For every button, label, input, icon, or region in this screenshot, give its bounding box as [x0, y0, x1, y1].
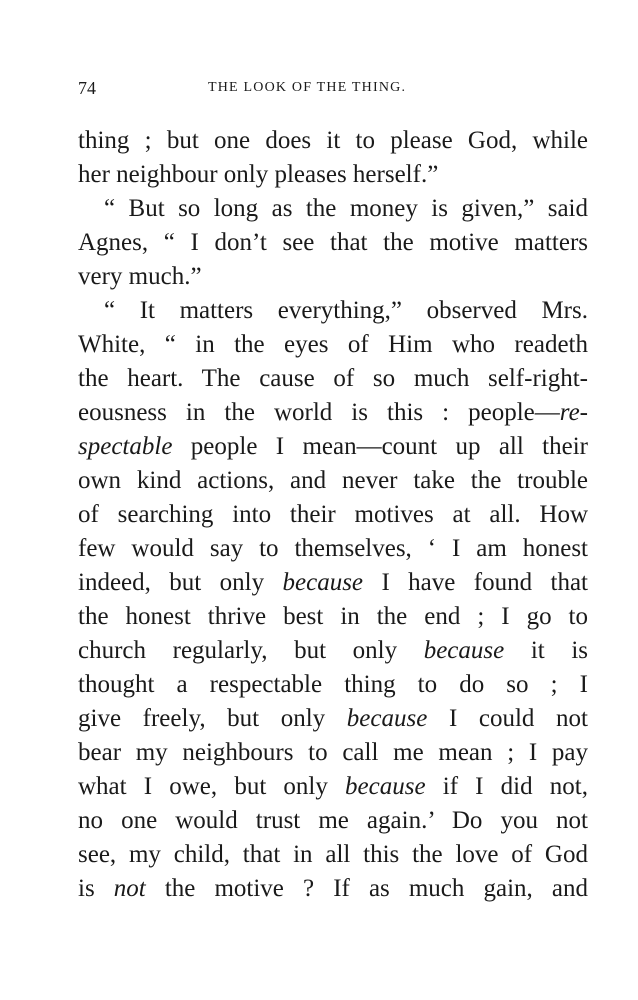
text-segment: church regularly, but only	[78, 637, 424, 664]
text-segment: own kind actions, and never take the trouble	[78, 467, 588, 494]
text-line	[78, 566, 588, 600]
text-segment: give freely, but only	[78, 705, 347, 732]
text-line	[78, 838, 588, 872]
italic-text: because	[346, 705, 428, 732]
text-segment: what I owe, but only	[78, 773, 346, 800]
text-line	[78, 396, 588, 430]
text-line	[78, 498, 588, 532]
page-header	[78, 78, 586, 102]
text-segment: I have found that	[363, 569, 588, 596]
body-text	[78, 124, 588, 906]
text-line	[78, 804, 588, 838]
text-segment: thought a respectable thing to do so ; I	[78, 671, 588, 698]
text-segment: if I did not,	[425, 773, 588, 800]
text-line	[78, 362, 588, 396]
text-segment: see, my child, that in all this the love of God	[78, 841, 588, 868]
text-segment: Agnes, “ I don’t see that the motive matters	[78, 229, 588, 256]
italic-text: because	[282, 569, 364, 596]
italic-text: spectable	[78, 433, 173, 460]
text-segment: I could not	[427, 705, 588, 732]
text-segment: of searching into their motives at all. How	[78, 501, 588, 528]
text-segment: the honest thrive best in the end ; I go to	[78, 603, 588, 630]
text-line	[78, 158, 588, 192]
text-line	[78, 736, 588, 770]
text-segment: the heart. The cause of so much self-right-	[78, 365, 588, 392]
text-segment: the motive ? If as much gain, and	[145, 875, 588, 902]
text-line	[78, 702, 588, 736]
text-segment: bear my neighbours to call me mean ; I pay	[78, 739, 588, 766]
text-line	[78, 192, 588, 226]
text-line	[78, 770, 588, 804]
text-segment: eousness in the world is this : people—	[78, 399, 560, 426]
text-segment: indeed, but only	[78, 569, 283, 596]
page-number: 74	[78, 78, 96, 98]
italic-text: because	[423, 637, 505, 664]
text-line	[78, 600, 588, 634]
text-segment: “ It matters everything,” observed Mrs.	[104, 297, 588, 324]
text-line	[78, 226, 588, 260]
text-segment: few would say to themselves, ‘ I am honest	[78, 535, 588, 562]
text-line	[78, 294, 588, 328]
text-line	[78, 668, 588, 702]
text-segment: “ But so long as the money is given,” said	[104, 195, 588, 222]
running-head: THE LOOK OF THE THING.	[208, 80, 407, 95]
text-segment: very much.”	[78, 263, 202, 290]
text-segment: is	[78, 875, 114, 902]
text-line	[78, 124, 588, 158]
text-segment: thing ; but one does it to please God, while	[78, 127, 588, 154]
text-line	[78, 634, 588, 668]
text-segment: people I mean—count up all their	[172, 433, 588, 460]
text-segment: her neighbour only pleases herself.”	[78, 161, 439, 188]
text-line	[78, 260, 588, 294]
text-segment: White, “ in the eyes of Him who readeth	[78, 331, 588, 358]
text-line	[78, 464, 588, 498]
italic-text: not	[113, 875, 146, 902]
text-segment: it is	[504, 637, 588, 664]
text-segment: no one would trust me again.’ Do you not	[78, 807, 588, 834]
text-line	[78, 872, 588, 906]
text-line	[78, 328, 588, 362]
italic-text: re-	[559, 399, 588, 426]
text-line	[78, 430, 588, 464]
text-line	[78, 532, 588, 566]
italic-text: because	[345, 773, 426, 800]
